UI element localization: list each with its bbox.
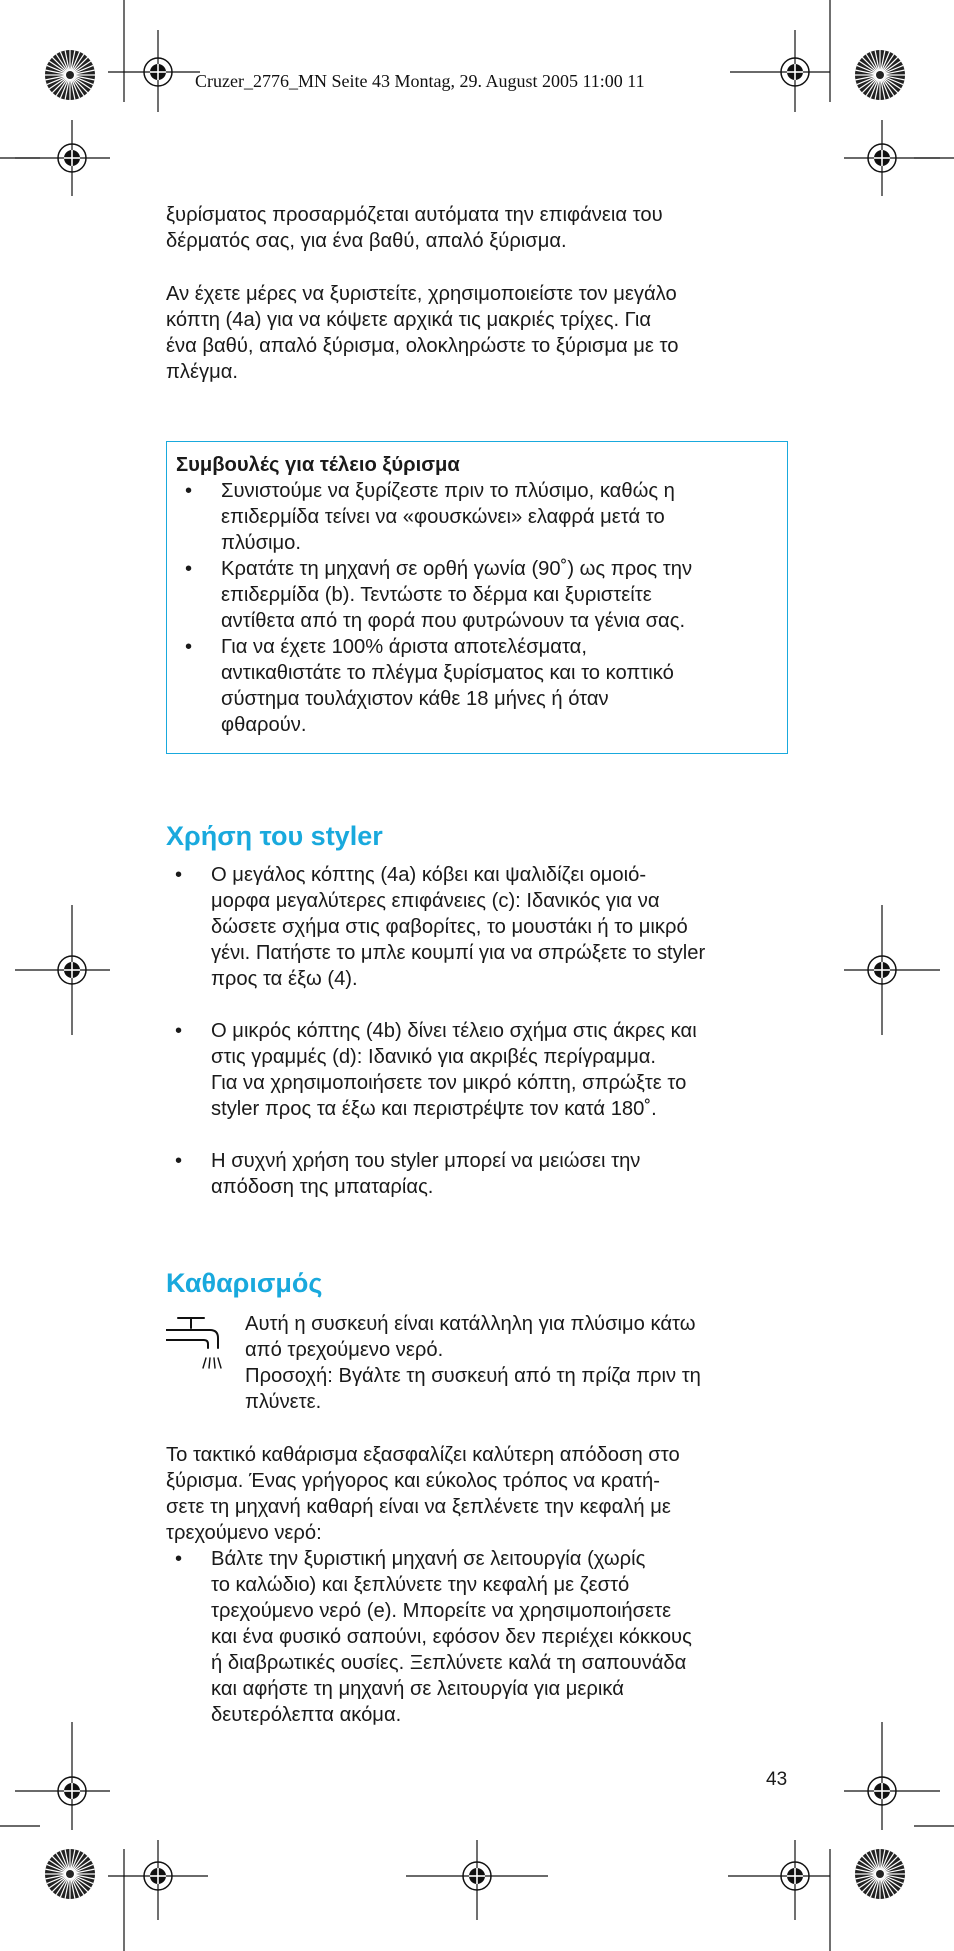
text-line: • Ο μεγάλος κόπτης (4a) κόβει και ψαλιδίζει ομοιό- [211, 864, 647, 886]
text-line: πλέγμα. [166, 361, 239, 383]
text-line: σετε τη μηχανή καθαρή είναι να ξεπλένετε την κεφαλή με [166, 1496, 671, 1518]
text-line: • Για να έχετε 100% άριστα αποτελέσματα, [221, 636, 587, 658]
text-line: δευτερόλεπτα ακόμα. [211, 1704, 402, 1726]
text-line: τρεχούμενο νερό (e). Μπορείτε να χρησιμοποιήσετε [211, 1600, 672, 1622]
text-line: Αν έχετε μέρες να ξυριστείτε, χρησιμοποιείστε τον μεγάλο [166, 283, 677, 305]
list-item [176, 478, 777, 556]
text-line: Το τακτικό καθάρισμα εξασφαλίζει καλύτερη απόδοση στο [166, 1444, 680, 1466]
washable-notice [245, 1311, 805, 1415]
text-line: κόπτη (4a) για να κόψετε αρχικά τις μακριές τρίχες. Για [166, 309, 652, 331]
text-line: αντίθετα από τη φορά που φυτρώνουν τα γένια σας. [221, 610, 686, 632]
text-line: πλύνετε. [245, 1391, 322, 1413]
text-line: • Συνιστούμε να ξυρίζεστε πριν το πλύσιμο, καθώς η [221, 480, 675, 502]
text-line: πλύσιμο. [221, 532, 301, 554]
text-line: ένα βαθύ, απαλό ξύρισμα, ολοκληρώστε το ξύρισμα με το [166, 335, 679, 357]
text-line: • Ο μικρός κόπτης (4b) δίνει τέλειο σχήμα στις άκρες και [211, 1020, 697, 1042]
text-line: styler προς τα έξω και περιστρέψτε τον κατά 180˚. [211, 1098, 657, 1120]
text-line: το καλώδιο) και ξεπλύνετε την κεφαλή με ζεστό [211, 1574, 630, 1596]
text-line: μορφα μεγαλύτερες επιφάνειες (c): Ιδανικός για να [211, 890, 660, 912]
list-item [166, 1148, 792, 1200]
list-item [166, 1018, 792, 1122]
list-item [166, 862, 792, 992]
text-line: ξύρισμα. Ένας γρήγορος και εύκολος τρόπος να κρατή- [166, 1470, 660, 1492]
cleaning-list [166, 1546, 792, 1728]
section-heading-styler: Χρήση του styler [166, 821, 383, 851]
text-line: ή διαβρωτικές ουσίες. Ξεπλύνετε καλά τη σαπουνάδα [211, 1652, 687, 1674]
text-line: Προσοχή: Βγάλτε τη συσκευή από τη πρίζα πριν τη [245, 1365, 701, 1387]
list-item [176, 634, 777, 738]
text-line: δώσετε σχήμα στις φαβορίτες, το μουστάκι ή το μικρό [211, 916, 688, 938]
text-line: από τρεχούμενο νερό. [245, 1339, 444, 1361]
text-line: Για να χρησιμοποιήσετε τον μικρό κόπτη, σπρώξτε το [211, 1072, 687, 1094]
text-line: φθαρούν. [221, 714, 307, 736]
section-heading-cleaning: Καθαρισμός [166, 1268, 323, 1298]
text-line: • Βάλτε την ξυριστική μηχανή σε λειτουργία (χωρίς [211, 1548, 646, 1570]
styler-list [166, 862, 792, 1200]
text-line: • Η συχνή χρήση του styler μπορεί να μειώσει την [211, 1150, 641, 1172]
shaving-tips-box [166, 441, 788, 754]
list-item [166, 1546, 792, 1728]
text-line: αντικαθιστάτε το πλέγμα ξυρίσματος και το κοπτικό [221, 662, 674, 684]
tips-list [176, 478, 777, 738]
text-line: δέρματός σας, για ένα βαθύ, απαλό ξύρισμα. [166, 230, 567, 252]
page-number: 43 [766, 1769, 788, 1790]
text-line: απόδοση της μπαταρίας. [211, 1176, 434, 1198]
intro-paragraph-1 [166, 202, 792, 254]
faucet-water-icon [166, 1314, 226, 1376]
text-line: ξυρίσματος προσαρμόζεται αυτόματα την επιφάνεια του [166, 204, 663, 226]
text-line: • Κρατάτε τη μηχανή σε ορθή γωνία (90˚) ως προς την [221, 558, 693, 580]
text-line: γένι. Πατήστε το μπλε κουμπί για να σπρώξετε το styler [211, 942, 706, 964]
text-line: στις γραμμές (d): Ιδανικό για ακριβές περίγραμμα. [211, 1046, 657, 1068]
text-line: σύστημα τουλάχιστον κάθε 18 μήνες ή όταν [221, 688, 609, 710]
text-line: επιδερμίδα (b). Τεντώστε το δέρμα και ξυριστείτε [221, 584, 652, 606]
text-line: και αφήστε τη μηχανή σε λειτουργία για μερικά [211, 1678, 624, 1700]
tips-title: Συμβουλές για τέλειο ξύρισμα [176, 454, 460, 476]
print-slug: Cruzer_2776_MN Seite 43 Montag, 29. August 2005 11:00 11 [195, 71, 645, 91]
cleaning-paragraph [166, 1442, 792, 1546]
text-line: προς τα έξω (4). [211, 968, 358, 990]
text-line: Αυτή η συσκευή είναι κατάλληλη για πλύσιμο κάτω [245, 1313, 696, 1335]
text-line: τρεχούμενο νερό: [166, 1522, 322, 1544]
intro-paragraph-2 [166, 281, 792, 385]
list-item [176, 556, 777, 634]
text-line: και ένα φυσικό σαπούνι, εφόσον δεν περιέχει κόκκους [211, 1626, 692, 1648]
text-line: επιδερμίδα τείνει να «φουσκώνει» ελαφρά μετά το [221, 506, 665, 528]
